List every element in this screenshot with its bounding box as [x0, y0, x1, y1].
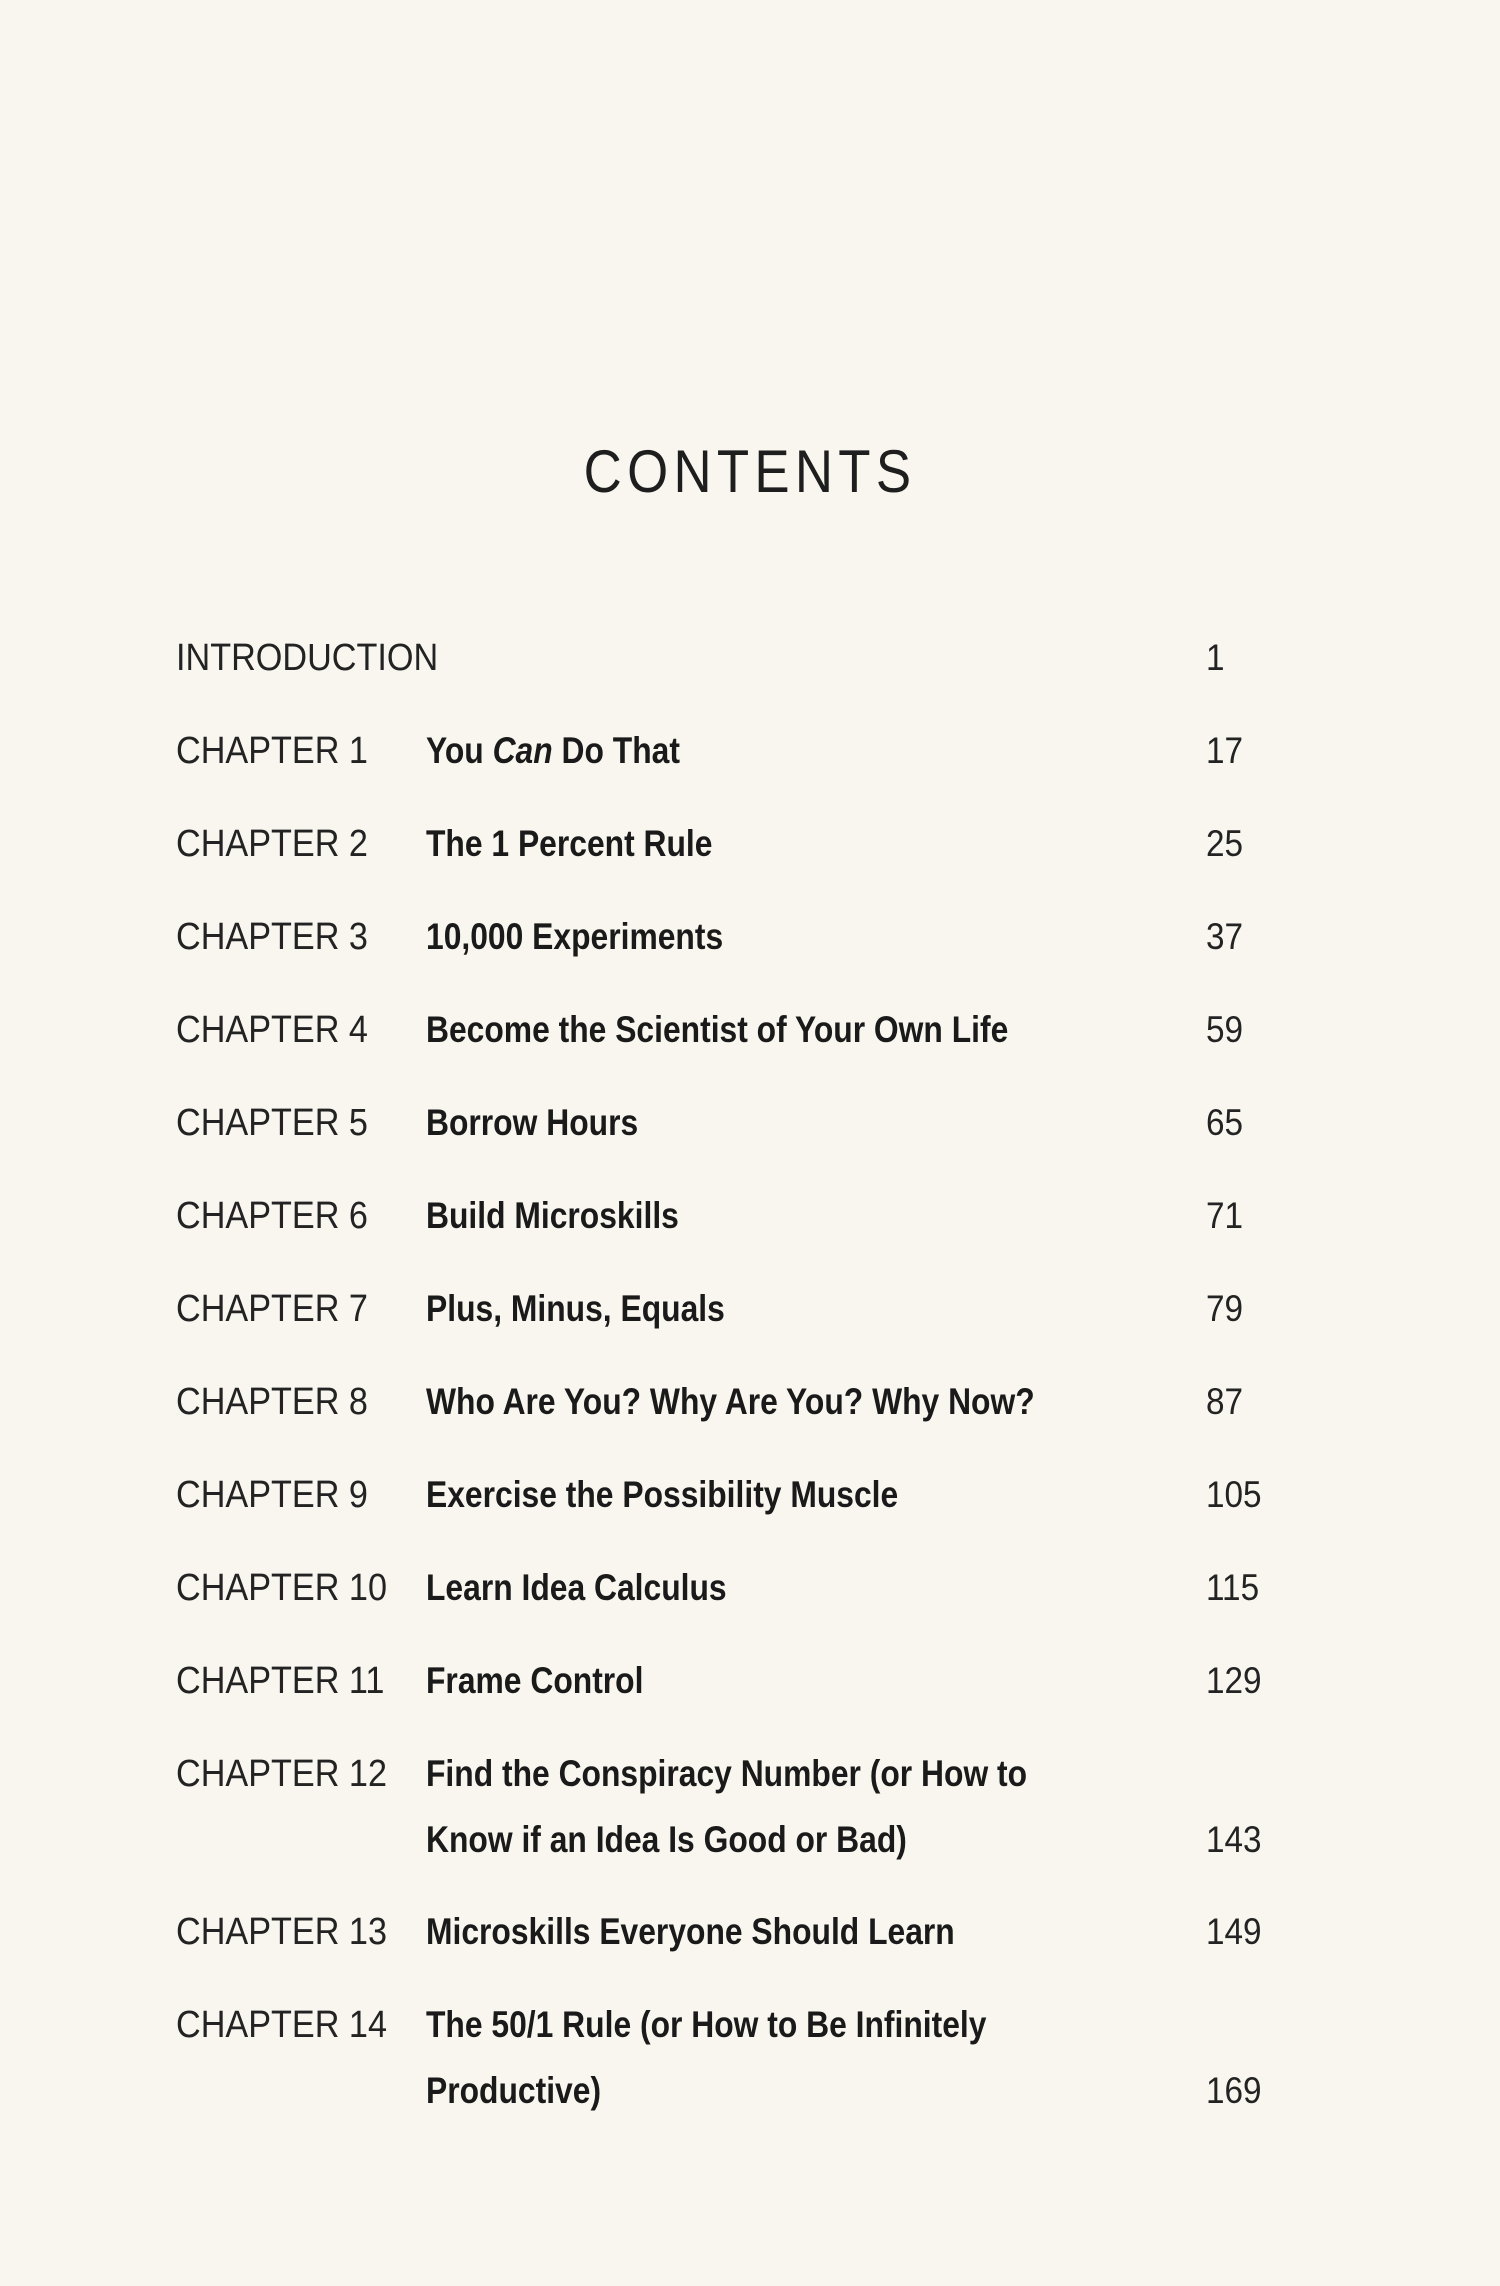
- toc-entry-page: 149: [1206, 1911, 1262, 1952]
- toc-entry-label: CHAPTER 1: [176, 730, 368, 772]
- toc-entry-chapter-7: [176, 1276, 1286, 1369]
- toc-entry-title: Exercise the Possibility Muscle: [426, 1474, 899, 1515]
- toc-entry-introduction: [176, 625, 1286, 718]
- toc-entry-title: Borrow Hours: [426, 1102, 639, 1143]
- toc-entry-title-emphasis: Can: [492, 730, 553, 771]
- toc-entry-page: 37: [1206, 916, 1244, 957]
- toc-entry-label: CHAPTER 13: [176, 1911, 387, 1953]
- toc-entry-title: Build Microskills: [426, 1195, 679, 1236]
- toc-entry-page: 87: [1206, 1381, 1244, 1422]
- toc-entry-title-part: You: [426, 730, 493, 771]
- toc-entry-page: 105: [1206, 1474, 1262, 1515]
- toc-entry-label: CHAPTER 6: [176, 1195, 368, 1237]
- toc-entry-page: 129: [1206, 1660, 1262, 1701]
- toc-entry-label: CHAPTER 5: [176, 1102, 368, 1144]
- toc-entry-chapter-12: [176, 1741, 1286, 1899]
- toc-entry-page: 59: [1206, 1009, 1244, 1050]
- toc-entry-label: CHAPTER 7: [176, 1288, 368, 1330]
- toc-entry-title: Frame Control: [426, 1660, 644, 1701]
- toc-entry-page: 115: [1206, 1567, 1260, 1608]
- toc-entry-title: [426, 625, 1045, 691]
- toc-entry-label: CHAPTER 10: [176, 1567, 387, 1609]
- toc-entry-chapter-2: [176, 811, 1286, 904]
- table-of-contents: [176, 625, 1286, 2150]
- toc-entry-page: 1: [1206, 637, 1225, 678]
- toc-entry-page: 79: [1206, 1288, 1244, 1329]
- toc-entry-chapter-11: [176, 1648, 1286, 1741]
- toc-entry-title: [426, 718, 1045, 784]
- toc-entry-page: 71: [1206, 1195, 1244, 1236]
- toc-entry-page: 169: [1206, 2070, 1262, 2111]
- toc-entry-chapter-9: [176, 1462, 1286, 1555]
- toc-entry-title: Learn Idea Calculus: [426, 1567, 727, 1608]
- toc-entry-page: 17: [1206, 730, 1244, 771]
- toc-entry-chapter-3: [176, 904, 1286, 997]
- toc-entry-title: Who Are You? Why Are You? Why Now?: [426, 1381, 1035, 1422]
- toc-entry-page: 25: [1206, 823, 1244, 864]
- toc-entry-label: CHAPTER 8: [176, 1381, 368, 1423]
- toc-entry-chapter-13: [176, 1899, 1286, 1992]
- toc-entry-chapter-1: [176, 718, 1286, 811]
- toc-entry-label: CHAPTER 3: [176, 916, 368, 958]
- toc-entry-chapter-14: [176, 1992, 1286, 2150]
- toc-entry-page: 143: [1206, 1819, 1262, 1860]
- toc-entry-chapter-6: [176, 1183, 1286, 1276]
- toc-entry-title: 10,000 Experiments: [426, 916, 724, 957]
- toc-entry-title: Become the Scientist of Your Own Life: [426, 1009, 1009, 1050]
- toc-entry-label: CHAPTER 12: [176, 1753, 387, 1795]
- toc-entry-title: The 1 Percent Rule: [426, 823, 713, 864]
- toc-entry-label: CHAPTER 14: [176, 2004, 387, 2046]
- toc-entry-title-part: Do That: [552, 730, 680, 771]
- toc-entry-label: CHAPTER 4: [176, 1009, 368, 1051]
- toc-entry-label: CHAPTER 9: [176, 1474, 368, 1516]
- toc-entry-chapter-4: [176, 997, 1286, 1090]
- toc-entry-chapter-10: [176, 1555, 1286, 1648]
- toc-entry-title: The 50/1 Rule (or How to Be Infinitely Productive): [426, 2004, 987, 2111]
- toc-entry-chapter-5: [176, 1090, 1286, 1183]
- toc-entry-chapter-8: [176, 1369, 1286, 1462]
- page-title: CONTENTS: [583, 438, 917, 505]
- toc-entry-title: Find the Conspiracy Number (or How to Know if an Idea Is Good or Bad): [426, 1753, 1028, 1860]
- toc-entry-page: 65: [1206, 1102, 1244, 1143]
- toc-entry-label: CHAPTER 11: [176, 1660, 385, 1702]
- toc-entry-title: Plus, Minus, Equals: [426, 1288, 725, 1329]
- toc-entry-title: Microskills Everyone Should Learn: [426, 1911, 955, 1952]
- toc-entry-label: CHAPTER 2: [176, 823, 368, 865]
- toc-entry-label: INTRODUCTION: [176, 637, 439, 679]
